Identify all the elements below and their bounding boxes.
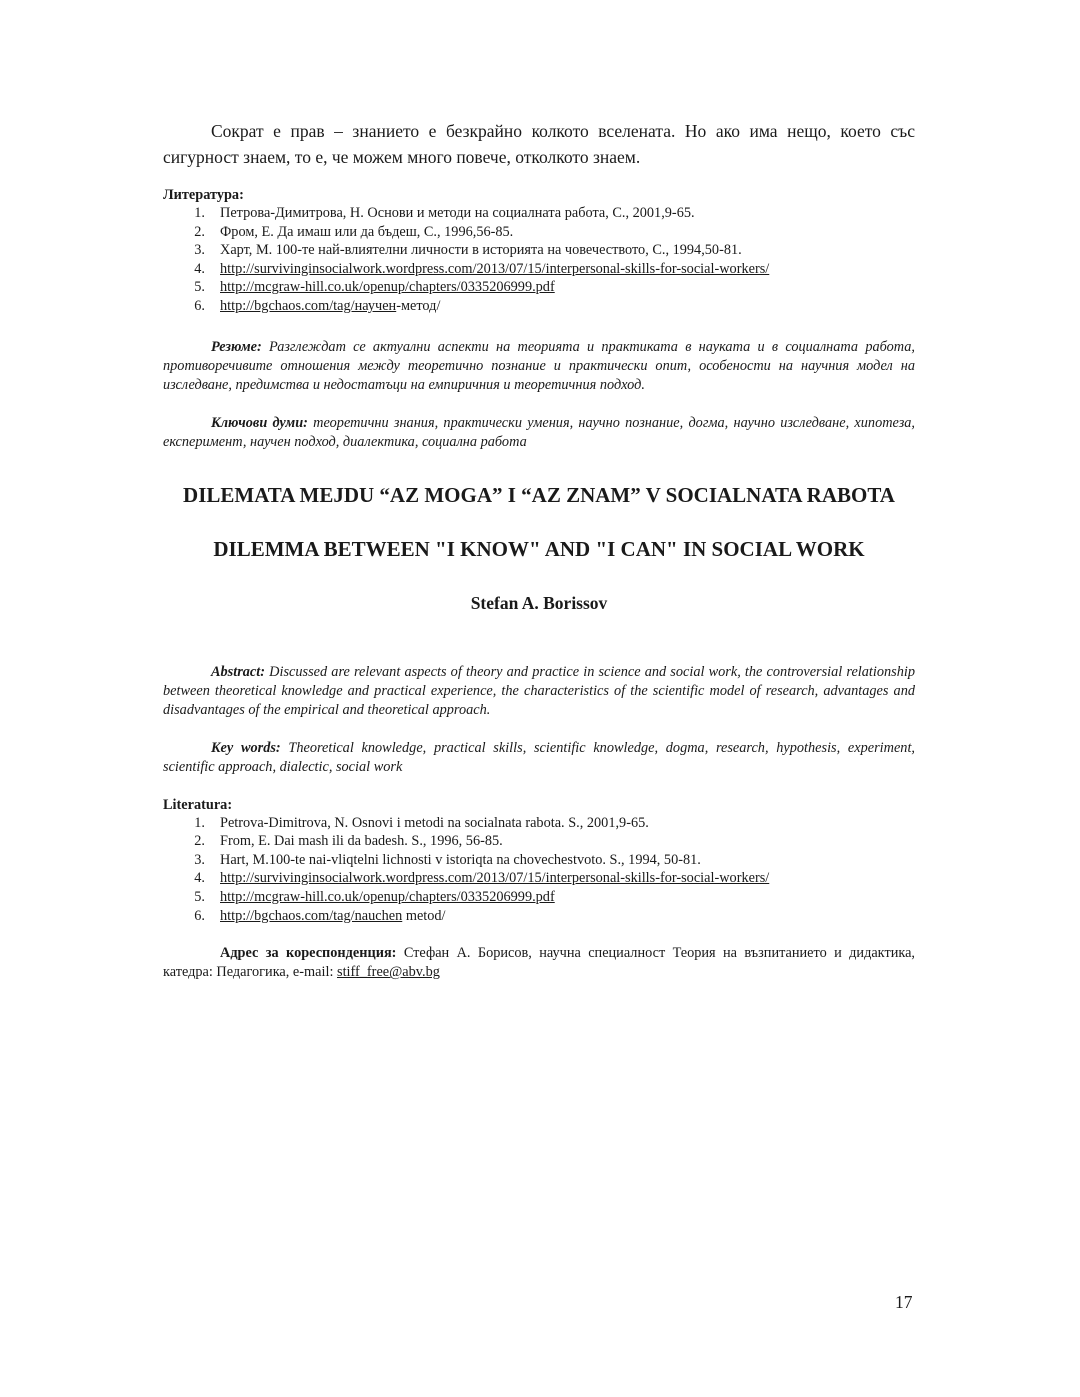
page-number: 17: [895, 1292, 913, 1312]
author-name: Stefan A. Borissov: [470, 592, 608, 613]
list-item: 1. Petrova-Dimitrova, N. Osnovi i metodi na socialnata rabota. S., 2001,9-65.: [194, 814, 649, 831]
document-page: [163, 118, 915, 982]
reference-link[interactable]: http://bgchaos.com/tag/научен: [220, 297, 397, 314]
address-label: Адрес за кореспонденция:: [220, 945, 397, 962]
list-item: 3. Харт, М. 100-те най-влиятелни личности в историята на човечеството, С., 1994,50-81.: [194, 242, 742, 259]
list-item: 4. http://survivinginsocialwork.wordpress.com/2013/07/15/interpersonal-skills-for-social-workers/: [194, 870, 770, 887]
literature-heading-en: Literatura:: [163, 796, 233, 813]
list-item: 4. http://survivinginsocialwork.wordpress.com/2013/07/15/interpersonal-skills-for-social-workers/: [194, 260, 770, 277]
resume-paragraph: Резюме: Разглеждат се актуални аспекти на теорията и практиката в науката и в социалната работа, противоречивите отношения между теоретично познание и практически опит, особености на научния модел на изследване, предимства и недостатъци на емпиричния и теоретичния подход.: [163, 338, 915, 393]
keywords-bg-label: Ключови думи:: [211, 414, 308, 431]
keywords-en-paragraph: Key words: Theoretical knowledge, practical skills, scientific knowledge, dogma, research, hypothesis, experiment, scientific approach, dialectic, social work: [163, 739, 915, 775]
literature-heading-bg: Литература:: [163, 187, 244, 203]
keywords-en-label: Key words:: [211, 739, 281, 756]
reference-link[interactable]: http://bgchaos.com/tag/nauchen: [220, 907, 403, 924]
reference-link[interactable]: http://survivinginsocialwork.wordpress.com/2013/07/15/interpersonal-skills-for-social-workers/: [220, 870, 770, 887]
reference-link[interactable]: http://mcgraw-hill.co.uk/openup/chapters/0335206999.pdf: [220, 888, 555, 905]
list-item: 2. Фром, Е. Да имаш или да бъдеш, С., 1996,56-85.: [194, 223, 514, 240]
reference-link[interactable]: http://mcgraw-hill.co.uk/openup/chapters/0335206999.pdf: [220, 279, 555, 296]
abstract-label: Abstract:: [211, 663, 266, 680]
literature-list-bg: [163, 204, 915, 316]
list-item: 6. http://bgchaos.com/tag/научен-метод/: [194, 297, 441, 314]
email-link[interactable]: stiff_free@abv.bg: [337, 964, 440, 981]
list-item: 6. http://bgchaos.com/tag/nauchen metod/: [194, 907, 446, 924]
resume-label: Резюме:: [211, 338, 262, 355]
list-item: 5. http://mcgraw-hill.co.uk/openup/chapters/0335206999.pdf: [194, 279, 555, 296]
list-item: 1. Петрова-Димитрова, Н. Основи и методи на социалната работа, С., 2001,9-65.: [194, 205, 695, 221]
reference-link[interactable]: http://survivinginsocialwork.wordpress.com/2013/07/15/interpersonal-skills-for-social-workers/: [220, 260, 770, 277]
list-item: 3. Hart, M.100-te nai-vliqtelni lichnosti v istoriqta na chovechestvoto. S., 1994, 50-81.: [194, 851, 701, 868]
abstract-paragraph: Abstract: Discussed are relevant aspects of theory and practice in science and social work, the controversial relationship between theoretical knowledge and practical experience, the characteristics of the scientific model of research, advantages and disadvantages of the empirical and theoretical approach.: [163, 663, 915, 718]
article-title-translit: DILEMATA MEJDU “AZ MOGA” I “AZ ZNAM” V SOCIALNATA RABOTA: [183, 482, 895, 507]
keywords-bg-paragraph: Ключови думи: теоретични знания, практически умения, научно познание, догма, научно изследване, хипотеза, експеримент, научен подход, диалектика, социална работа: [163, 414, 915, 450]
literature-list-en: [163, 814, 915, 926]
article-title-en: DILEMMA BETWEEN "I KNOW" AND "I CAN" IN SOCIAL WORK: [213, 536, 865, 561]
intro-paragraph: Сократ е прав – знанието е безкрайно колкото вселената. Но ако има нещо, което със сигурност знаем, то е, че можем много повече, отколкото знаем.: [163, 121, 915, 167]
list-item: 5. http://mcgraw-hill.co.uk/openup/chapters/0335206999.pdf: [194, 888, 555, 905]
list-item: 2. From, E. Dai mash ili da badesh. S., 1996, 56-85.: [194, 833, 503, 850]
correspondence-address: Адрес за кореспонденция: Стефан А. Борисов, научна специалност Теория на възпитанието и дидактика, катедра: Педагогика, e-mail: stiff_free@abv.bg: [163, 945, 915, 981]
